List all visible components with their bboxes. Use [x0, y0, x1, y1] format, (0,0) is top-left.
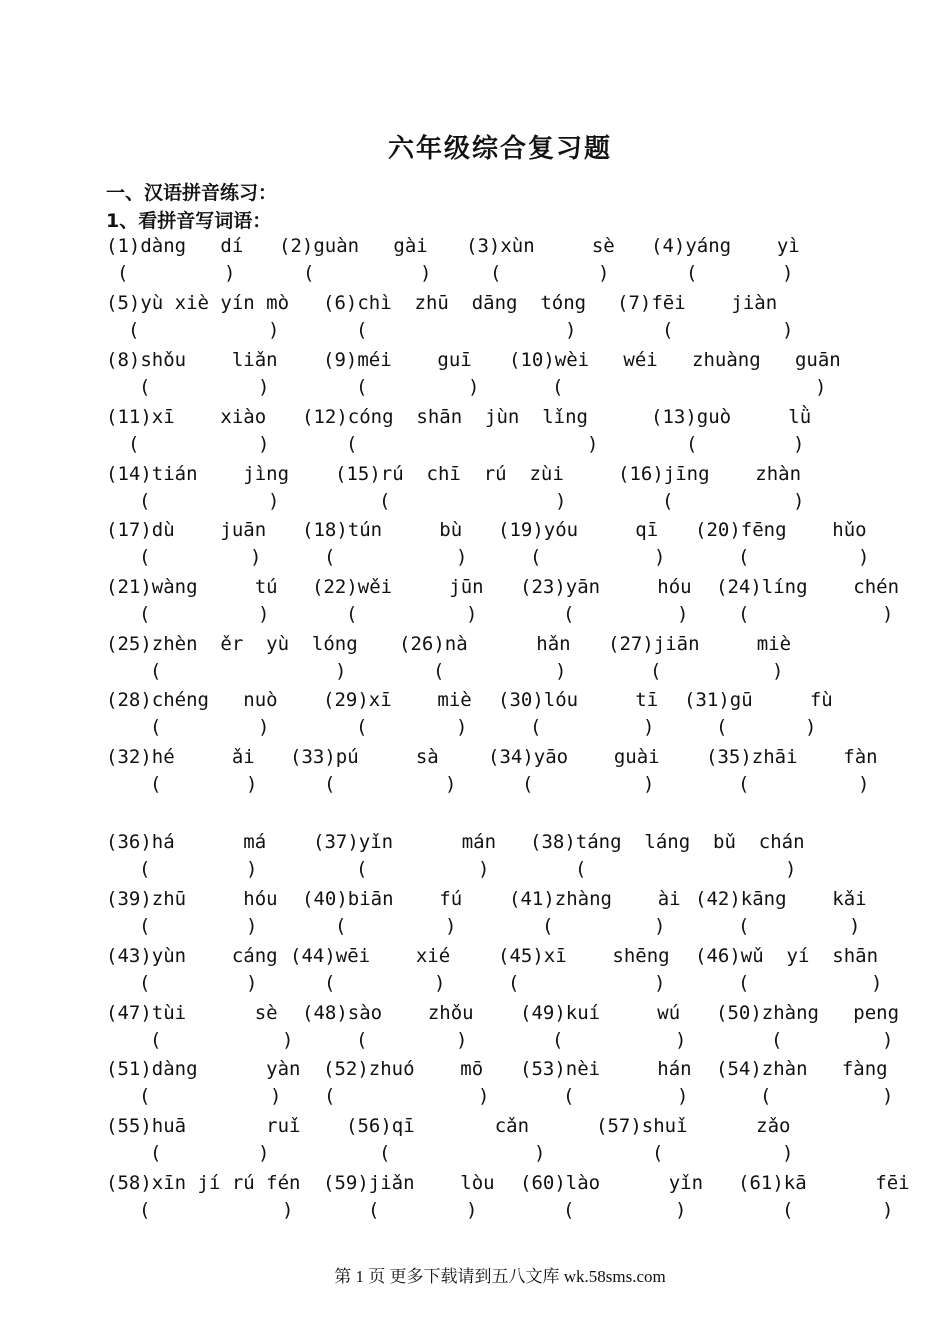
answer-paren-open: ( [662, 319, 674, 341]
answer-paren-close: ) [246, 972, 258, 994]
answer-paren-open: ( [150, 716, 162, 738]
exercise-pinyin: (50)zhàng peng [716, 1002, 900, 1024]
exercise-pinyin: (51)dàng yàn [106, 1058, 301, 1080]
answer-paren-open: ( [760, 1085, 772, 1107]
exercise-pinyin: (43)yùn cáng [106, 945, 278, 967]
exercise-pinyin: (21)wàng tú [106, 576, 278, 598]
exercise-pinyin: (46)wǔ yí shān [695, 945, 879, 967]
exercise-pinyin: (11)xī xiào [106, 406, 267, 428]
exercise-pinyin: (40)biān fú [302, 888, 463, 910]
answer-paren-close: ) [805, 716, 817, 738]
answer-paren-close: ) [675, 1199, 687, 1221]
answer-paren-open: ( [303, 262, 315, 284]
answer-paren-open: ( [738, 773, 750, 795]
answer-paren-close: ) [246, 773, 258, 795]
exercise-pinyin: (15)rú chī rú zùi [335, 463, 564, 485]
answer-paren-close: ) [268, 319, 280, 341]
answer-paren-close: ) [224, 262, 236, 284]
answer-paren-open: ( [662, 490, 674, 512]
answer-paren-close: ) [849, 915, 861, 937]
exercise-pinyin: (28)chéng nuò [106, 689, 278, 711]
exercise-pinyin: (35)zhāi fàn [706, 746, 878, 768]
answer-paren-open: ( [324, 972, 336, 994]
answer-paren-close: ) [250, 546, 262, 568]
exercise-pinyin: (20)fēng hǔo [695, 519, 867, 541]
exercise-pinyin: (24)líng chén [716, 576, 900, 598]
answer-paren-close: ) [335, 660, 347, 682]
answer-paren-close: ) [782, 1142, 794, 1164]
exercise-pinyin: (52)zhuó mō [323, 1058, 484, 1080]
answer-paren-close: ) [282, 1029, 294, 1051]
answer-paren-close: ) [258, 716, 270, 738]
exercise-pinyin: (57)shuǐ zǎo [596, 1115, 791, 1137]
exercise-pinyin: (60)lào yǐn [520, 1172, 704, 1194]
answer-paren-close: ) [858, 773, 870, 795]
exercise-pinyin: (32)hé ǎi [106, 746, 255, 768]
answer-paren-open: ( [150, 1142, 162, 1164]
exercise-pinyin: (2)guàn gài [279, 235, 428, 257]
answer-paren-close: ) [468, 376, 480, 398]
answer-paren-open: ( [150, 1029, 162, 1051]
exercise-pinyin: (59)jiǎn lòu [323, 1172, 495, 1194]
answer-paren-close: ) [270, 1085, 282, 1107]
answer-paren-close: ) [598, 262, 610, 284]
exercise-pinyin: (37)yǐn mán [313, 831, 497, 853]
exercise-pinyin: (27)jiān miè [608, 633, 792, 655]
exercise-pinyin: (44)wēi xié [290, 945, 451, 967]
answer-paren-open: ( [508, 972, 520, 994]
exercise-pinyin: (4)yáng yì [651, 235, 800, 257]
answer-paren-close: ) [258, 376, 270, 398]
answer-paren-open: ( [356, 1029, 368, 1051]
answer-paren-open: ( [139, 972, 151, 994]
answer-paren-open: ( [530, 716, 542, 738]
exercise-pinyin: (45)xī shēng [498, 945, 670, 967]
answer-paren-close: ) [587, 433, 599, 455]
exercise-pinyin: (6)chì zhū dāng tóng [323, 292, 587, 314]
answer-paren-close: ) [246, 915, 258, 937]
exercise-pinyin: (19)yóu qī [498, 519, 659, 541]
exercise-pinyin: (33)pú sà [290, 746, 439, 768]
answer-paren-close: ) [555, 490, 567, 512]
answer-paren-open: ( [335, 915, 347, 937]
answer-paren-close: ) [871, 972, 883, 994]
answer-paren-close: ) [643, 773, 655, 795]
answer-paren-close: ) [456, 716, 468, 738]
answer-paren-close: ) [258, 603, 270, 625]
exercise-pinyin: (22)wěi jūn [312, 576, 484, 598]
answer-paren-open: ( [686, 262, 698, 284]
answer-paren-open: ( [356, 716, 368, 738]
answer-paren-close: ) [534, 1142, 546, 1164]
answer-paren-close: ) [654, 972, 666, 994]
sub-heading: 1、看拼音写词语： [106, 210, 272, 232]
answer-paren-open: ( [150, 660, 162, 682]
answer-paren-open: ( [368, 1199, 380, 1221]
answer-paren-close: ) [456, 546, 468, 568]
answer-paren-open: ( [563, 1199, 575, 1221]
page-footer: 第 1 页 更多下载请到五八文库 wk.58sms.com [334, 1267, 666, 1286]
exercise-pinyin: (17)dù juān [106, 519, 267, 541]
exercise-pinyin: (1)dàng dí [106, 235, 244, 257]
exercise-pinyin: (41)zhàng ài [509, 888, 681, 910]
answer-paren-open: ( [738, 603, 750, 625]
answer-paren-open: ( [324, 773, 336, 795]
answer-paren-open: ( [652, 1142, 664, 1164]
answer-paren-open: ( [356, 319, 368, 341]
answer-paren-open: ( [356, 858, 368, 880]
exercise-pinyin: (47)tùi sè [106, 1002, 278, 1024]
exercise-pinyin: (3)xùn sè [466, 235, 615, 257]
answer-paren-close: ) [258, 1142, 270, 1164]
exercise-pinyin: (13)guò lǜ [651, 406, 812, 428]
answer-paren-close: ) [858, 546, 870, 568]
answer-paren-open: ( [139, 603, 151, 625]
answer-paren-open: ( [139, 858, 151, 880]
exercise-pinyin: (38)táng láng bǔ chán [530, 831, 805, 853]
answer-paren-open: ( [128, 433, 140, 455]
answer-paren-open: ( [139, 915, 151, 937]
exercise-pinyin: (36)há má [106, 831, 267, 853]
answer-paren-open: ( [771, 1029, 783, 1051]
answer-paren-close: ) [565, 319, 577, 341]
answer-paren-close: ) [434, 972, 446, 994]
exercise-pinyin: (55)huā ruǐ [106, 1115, 301, 1137]
exercise-pinyin: (61)kā fēi [738, 1172, 910, 1194]
exercise-pinyin: (31)gū fù [684, 689, 833, 711]
answer-paren-close: ) [677, 603, 689, 625]
answer-paren-open: ( [346, 603, 358, 625]
exercise-pinyin: (9)méi guī [323, 349, 472, 371]
exercise-pinyin: (12)cóng shān jùn lǐng [302, 406, 588, 428]
answer-paren-close: ) [675, 1029, 687, 1051]
answer-paren-open: ( [530, 546, 542, 568]
exercise-pinyin: (5)yù xiè yín mò [106, 292, 290, 314]
section-heading: 一、汉语拼音练习： [106, 182, 278, 204]
answer-paren-open: ( [490, 262, 502, 284]
answer-paren-close: ) [793, 433, 805, 455]
answer-paren-open: ( [522, 773, 534, 795]
exercise-pinyin: (8)shǒu liǎn [106, 349, 278, 371]
answer-paren-open: ( [150, 773, 162, 795]
answer-paren-open: ( [738, 915, 750, 937]
exercise-pinyin: (34)yāo guài [488, 746, 660, 768]
exercise-pinyin: (42)kāng kǎi [695, 888, 867, 910]
answer-paren-open: ( [324, 1085, 336, 1107]
answer-paren-close: ) [815, 376, 827, 398]
answer-paren-close: ) [282, 1199, 294, 1221]
answer-paren-open: ( [575, 858, 587, 880]
answer-paren-close: ) [643, 716, 655, 738]
answer-paren-close: ) [772, 660, 784, 682]
answer-paren-open: ( [782, 1199, 794, 1221]
answer-paren-close: ) [882, 603, 894, 625]
exercise-pinyin: (53)nèi hán [520, 1058, 692, 1080]
answer-paren-open: ( [686, 433, 698, 455]
exercise-pinyin: (49)kuí wú [520, 1002, 681, 1024]
exercise-pinyin: (23)yān hóu [520, 576, 692, 598]
answer-paren-open: ( [379, 1142, 391, 1164]
exercise-pinyin: (10)wèi wéi zhuàng guān [509, 349, 841, 371]
answer-paren-open: ( [346, 433, 358, 455]
exercise-pinyin: (54)zhàn fàng [716, 1058, 888, 1080]
answer-paren-open: ( [738, 972, 750, 994]
exercise-pinyin: (39)zhū hóu [106, 888, 278, 910]
answer-paren-open: ( [139, 1085, 151, 1107]
exercise-pinyin: (30)lóu tī [498, 689, 659, 711]
answer-paren-open: ( [128, 319, 140, 341]
answer-paren-close: ) [456, 1029, 468, 1051]
answer-paren-open: ( [324, 546, 336, 568]
answer-paren-close: ) [677, 1085, 689, 1107]
exercise-pinyin: (58)xīn jí rú fén [106, 1172, 301, 1194]
answer-paren-close: ) [793, 490, 805, 512]
answer-paren-open: ( [139, 1199, 151, 1221]
answer-paren-close: ) [268, 490, 280, 512]
exercise-pinyin: (16)jīng zhàn [618, 463, 802, 485]
answer-paren-open: ( [552, 376, 564, 398]
answer-paren-close: ) [882, 1199, 894, 1221]
answer-paren-close: ) [654, 915, 666, 937]
answer-paren-close: ) [466, 1199, 478, 1221]
answer-paren-open: ( [552, 1029, 564, 1051]
answer-paren-close: ) [478, 858, 490, 880]
answer-paren-open: ( [563, 603, 575, 625]
answer-paren-open: ( [563, 1085, 575, 1107]
exercise-pinyin: (18)tún bù [302, 519, 463, 541]
exercise-pinyin: (14)tián jìng [106, 463, 290, 485]
answer-paren-open: ( [356, 376, 368, 398]
answer-paren-close: ) [654, 546, 666, 568]
answer-paren-close: ) [782, 319, 794, 341]
answer-paren-close: ) [246, 858, 258, 880]
answer-paren-close: ) [785, 858, 797, 880]
answer-paren-close: ) [445, 915, 457, 937]
exercise-pinyin: (29)xī miè [323, 689, 472, 711]
answer-paren-close: ) [258, 433, 270, 455]
answer-paren-close: ) [882, 1029, 894, 1051]
answer-paren-close: ) [555, 660, 567, 682]
exercise-pinyin: (25)zhèn ěr yù lóng [106, 633, 358, 655]
answer-paren-open: ( [542, 915, 554, 937]
answer-paren-close: ) [445, 773, 457, 795]
answer-paren-open: ( [433, 660, 445, 682]
page-title: 六年级综合复习题 [387, 134, 612, 164]
exercise-pinyin: (48)sào zhǒu [302, 1002, 474, 1024]
exercise-pinyin: (26)nà hǎn [399, 633, 571, 655]
answer-paren-close: ) [782, 262, 794, 284]
answer-paren-open: ( [117, 262, 129, 284]
answer-paren-open: ( [738, 546, 750, 568]
exercise-pinyin: (7)fēi jiàn [617, 292, 778, 314]
answer-paren-close: ) [882, 1085, 894, 1107]
answer-paren-open: ( [379, 490, 391, 512]
answer-paren-open: ( [139, 490, 151, 512]
answer-paren-open: ( [139, 376, 151, 398]
answer-paren-open: ( [716, 716, 728, 738]
answer-paren-close: ) [478, 1085, 490, 1107]
answer-paren-close: ) [420, 262, 432, 284]
answer-paren-open: ( [650, 660, 662, 682]
answer-paren-open: ( [139, 546, 151, 568]
answer-paren-close: ) [466, 603, 478, 625]
exercise-pinyin: (56)qī cǎn [346, 1115, 530, 1137]
